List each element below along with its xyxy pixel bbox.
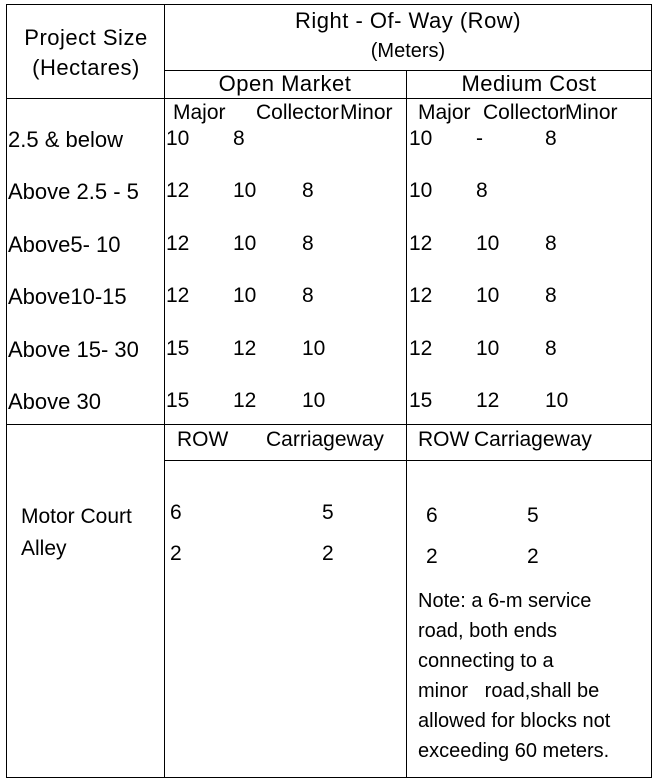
- note-line: allowed for blocks not: [418, 710, 611, 732]
- value-cell: 2: [322, 542, 334, 565]
- mc-minor-header: Minor: [565, 101, 618, 124]
- value-cell: 8: [545, 284, 557, 307]
- value-cell: 8: [545, 337, 557, 360]
- value-cell: 15: [166, 389, 190, 412]
- note-line: exceeding 60 meters.: [418, 740, 610, 762]
- value-cell: -: [476, 127, 483, 150]
- value-cell: 8: [302, 284, 314, 307]
- divider-sections: [6, 424, 652, 425]
- value-cell: 15: [166, 337, 190, 360]
- right-of-way-header: Right - Of- Way (Row): [294, 8, 522, 33]
- value-cell: 10: [233, 179, 257, 202]
- divider-header-bottom: [6, 98, 652, 99]
- hectares-label: (Hectares): [32, 55, 140, 80]
- border-left: [6, 4, 7, 778]
- size-cell: Above10-15: [8, 284, 127, 309]
- value-cell: 10: [476, 337, 500, 360]
- alley-label: Alley: [21, 537, 67, 560]
- note-line: minor road,shall be: [418, 680, 600, 702]
- size-cell: Above 15- 30: [8, 337, 139, 362]
- value-cell: 12: [233, 337, 257, 360]
- border-bottom: [6, 777, 652, 778]
- mc-carriageway-header: Carriageway: [474, 428, 592, 451]
- note-line: connecting to a: [418, 650, 554, 672]
- project-size-header: [8, 23, 164, 83]
- mc-major-header: Major: [418, 101, 471, 124]
- value-cell: 10: [409, 179, 433, 202]
- value-cell: 12: [476, 389, 500, 412]
- value-cell: 12: [409, 232, 433, 255]
- value-cell: 8: [545, 232, 557, 255]
- value-cell: 2: [170, 542, 182, 565]
- value-cell: 10: [476, 232, 500, 255]
- value-cell: 10: [166, 127, 190, 150]
- divider-size-column: [164, 4, 165, 778]
- value-cell: 10: [476, 284, 500, 307]
- value-cell: 10: [233, 232, 257, 255]
- value-cell: 12: [409, 284, 433, 307]
- medium-cost-header: Medium Cost: [461, 71, 597, 96]
- size-cell: Above5- 10: [8, 232, 121, 257]
- value-cell: 8: [302, 179, 314, 202]
- om-minor-header: Minor: [340, 101, 393, 124]
- value-cell: 10: [302, 389, 326, 412]
- open-market-header: Open Market: [218, 71, 352, 96]
- value-cell: 5: [527, 504, 539, 527]
- value-cell: 5: [322, 501, 334, 524]
- size-cell: 2.5 & below: [8, 127, 123, 152]
- value-cell: 2: [426, 545, 438, 568]
- value-cell: 12: [166, 232, 190, 255]
- motor-court-label: Motor Court: [21, 505, 132, 528]
- value-cell: 15: [409, 389, 433, 412]
- value-cell: 8: [476, 179, 488, 202]
- om-carriageway-header: Carriageway: [266, 428, 384, 451]
- mc-row-header: ROW: [418, 428, 470, 451]
- note-line: road, both ends: [418, 620, 557, 642]
- mc-collector-header: Collector: [483, 101, 566, 124]
- project-size-label: Project Size: [24, 25, 148, 50]
- note-line: Note: a 6-m service: [418, 590, 592, 612]
- value-cell: 8: [545, 127, 557, 150]
- om-row-header: ROW: [177, 428, 229, 451]
- meters-label: (Meters): [370, 40, 446, 62]
- value-cell: 12: [166, 284, 190, 307]
- value-cell: 10: [233, 284, 257, 307]
- value-cell: 6: [426, 504, 438, 527]
- value-cell: 8: [233, 127, 245, 150]
- value-cell: 12: [409, 337, 433, 360]
- value-cell: 2: [527, 545, 539, 568]
- divider-lower-header: [164, 460, 652, 461]
- om-major-header: Major: [173, 101, 226, 124]
- size-cell: Above 30: [8, 389, 101, 414]
- value-cell: 10: [409, 127, 433, 150]
- value-cell: 8: [302, 232, 314, 255]
- value-cell: 10: [302, 337, 326, 360]
- service-road-note: [418, 586, 654, 766]
- value-cell: 12: [166, 179, 190, 202]
- value-cell: 10: [545, 389, 569, 412]
- border-top: [6, 4, 652, 5]
- value-cell: 12: [233, 389, 257, 412]
- om-collector-header: Collector: [256, 101, 339, 124]
- size-cell: Above 2.5 - 5: [8, 179, 139, 204]
- value-cell: 6: [170, 501, 182, 524]
